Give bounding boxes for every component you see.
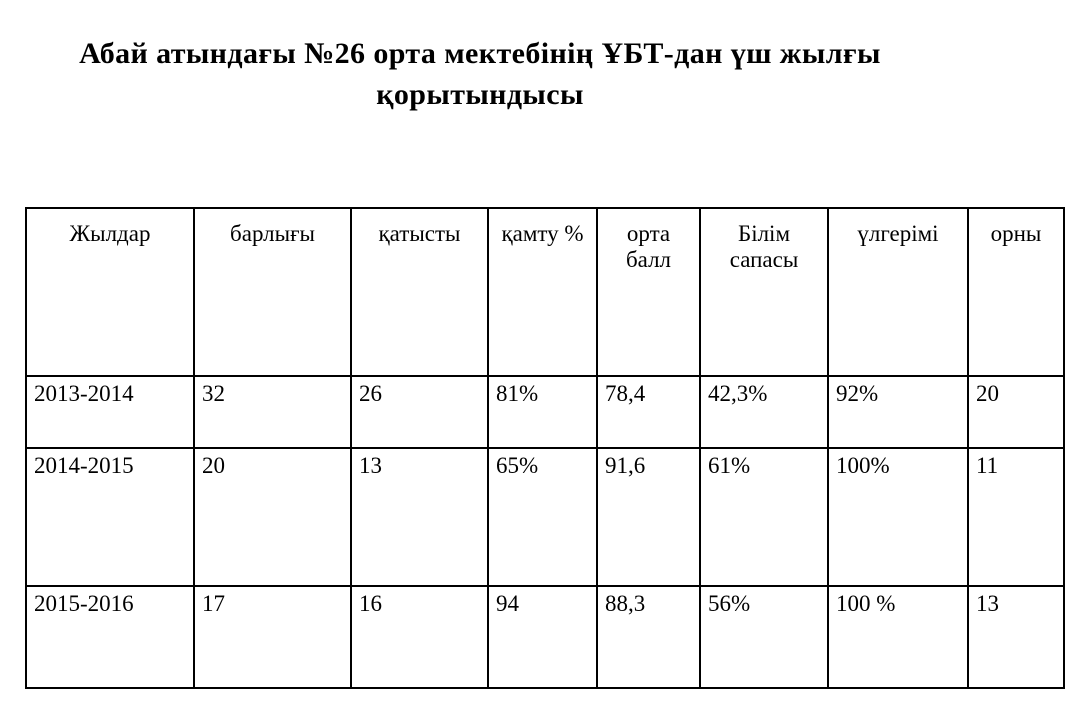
table-row — [26, 448, 1064, 586]
cell-participated: 13 — [351, 448, 488, 586]
cell-average-score: 91,6 — [597, 448, 700, 586]
cell-knowledge-quality: 56% — [700, 586, 828, 688]
cell-average-score: 78,4 — [597, 376, 700, 448]
cell-place: 13 — [968, 586, 1064, 688]
column-header-total: барлығы — [194, 208, 351, 376]
slide-title: Абай атындағы №26 орта мектебінің ҰБТ-дан үш жылғы қорытындысы — [79, 37, 881, 111]
cell-year: 2013-2014 — [26, 376, 194, 448]
cell-place: 11 — [968, 448, 1064, 586]
cell-participated: 16 — [351, 586, 488, 688]
column-header-participated: қатысты — [351, 208, 488, 376]
column-header-knowledge-quality: Білім сапасы — [700, 208, 828, 376]
table-header — [26, 208, 1064, 376]
results-table-container — [25, 207, 1042, 689]
column-header-place: орны — [968, 208, 1064, 376]
table-body — [26, 376, 1064, 688]
cell-average-score: 88,3 — [597, 586, 700, 688]
results-table — [25, 207, 1065, 689]
cell-total: 17 — [194, 586, 351, 688]
cell-knowledge-quality: 42,3% — [700, 376, 828, 448]
cell-year: 2015-2016 — [26, 586, 194, 688]
cell-knowledge-quality: 61% — [700, 448, 828, 586]
table-row — [26, 586, 1064, 688]
column-header-coverage: қамту % — [488, 208, 597, 376]
cell-total: 20 — [194, 448, 351, 586]
column-header-performance: үлгерімі — [828, 208, 968, 376]
cell-coverage: 81% — [488, 376, 597, 448]
cell-place: 20 — [968, 376, 1064, 448]
cell-participated: 26 — [351, 376, 488, 448]
column-header-years: Жылдар — [26, 208, 194, 376]
cell-performance: 100 % — [828, 586, 968, 688]
cell-total: 32 — [194, 376, 351, 448]
cell-coverage: 94 — [488, 586, 597, 688]
column-header-average-score: орта балл — [597, 208, 700, 376]
table-row — [26, 376, 1064, 448]
cell-coverage: 65% — [488, 448, 597, 586]
cell-year: 2014-2015 — [26, 448, 194, 586]
table-header-row — [26, 208, 1064, 376]
cell-performance: 92% — [828, 376, 968, 448]
cell-performance: 100% — [828, 448, 968, 586]
